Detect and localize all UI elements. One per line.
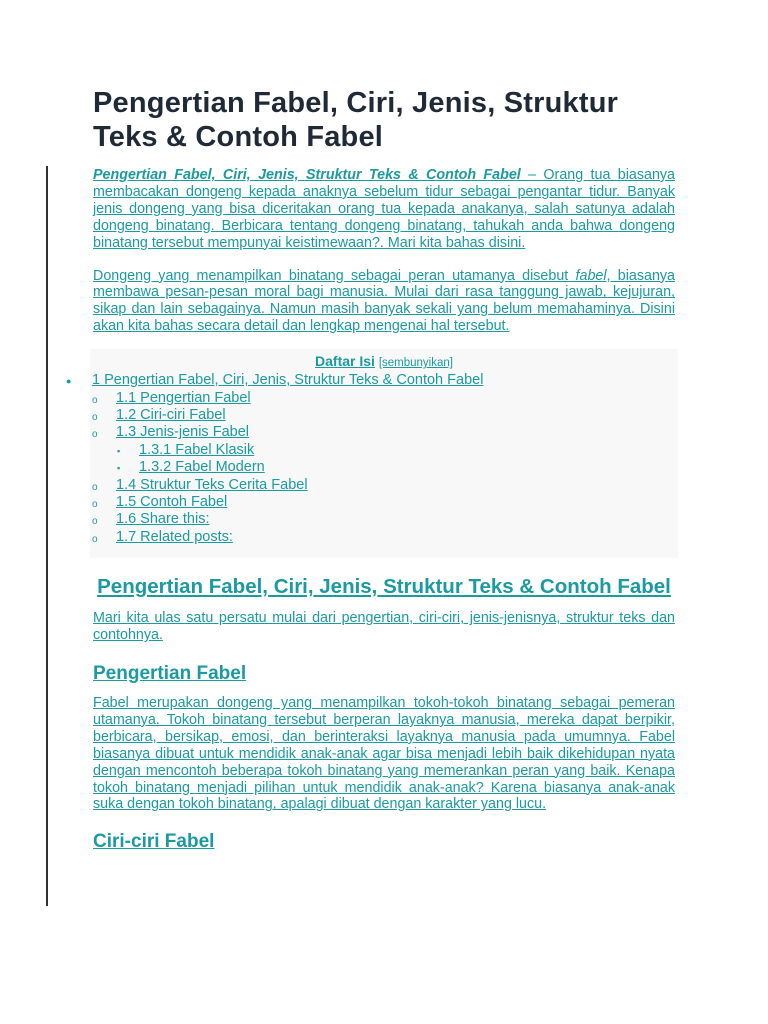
pengertian-paragraph[interactable]: Fabel merupakan dongeng yang menampilkan tokoh-tokoh binatang sebagai pemeran utamanya. Tokoh binatang tersebut berperan layaknya manusia, mereka dapat berpikir, berbicara, bersikap, emosi, dan berinteraksi layaknya manusia pada umumnya. Fabel biasanya dibuat untuk mendidik anak-anak agar bisa menjadi lebih baik dikehidupan nyata dengan mencontoh beberapa tokoh binatang yang memerankan peran yang baik. Kenapa tokoh binatang menjadi pilihan untuk mendidik anak-anak? Karena biasanya anak-anak suka dengan tokoh binatang, apalagi dibuat dengan karakter yang lucu. [93,695,675,813]
intro-paragraph[interactable] [93,167,675,252]
intro-body: – Orang tua biasanya membacakan dongeng kepada anaknya sebelum tidur sebagai pengantar tidur. Banyak jenis dongeng yang bisa diceritakan orang tua kepada anakanya, salah satunya adalah dongeng binatang. Berbicara tentang dongeng binatang, tahukah anda bahwa dongeng binatang tersebut mempunyai keistimewaan?. Mari kita bahas disini. [93,167,675,251]
para2-after: , biasanya membawa pesan-pesan moral bagi manusia. Mulai dari rasa tanggung jawab, kejujuran, sikap dan lain sebagainya. Namun masih banyak sekali yang belum memahaminya. Disini akan kita bahas secara detail dan lengkap mengenai hal tersebut. [93,267,675,335]
circle-bullet-icon: o [92,394,98,406]
toc-item[interactable]: o 1.1 Pengertian Fabel [90,390,678,407]
toc-title: Daftar Isi [315,353,375,370]
intro-lead-link[interactable]: Pengertian Fabel, Ciri, Jenis, Struktur Teks & Contoh Fabel [93,167,521,183]
toc-item[interactable]: ● 1 Pengertian Fabel, Ciri, Jenis, Struktur Teks & Contoh Fabel [90,372,678,389]
toc-item[interactable]: ▪ 1.3.1 Fabel Klasik [90,442,678,459]
toc-item[interactable]: o 1.4 Struktur Teks Cerita Fabel [90,477,678,494]
circle-bullet-icon: o [92,499,98,510]
fabel-term: fabel [575,267,607,284]
toc-item[interactable]: o 1.5 Contoh Fabel [90,494,678,511]
circle-bullet-icon: o [92,516,98,528]
toc-toggle-link[interactable]: [sembunyikan] [378,357,453,370]
disc-bullet-icon: ● [66,376,72,387]
circle-bullet-icon: o [92,533,98,545]
circle-bullet-icon: o [92,481,98,493]
toc-item[interactable]: o 1.7 Related posts: [90,529,678,546]
circle-bullet-icon: o [92,429,98,441]
square-bullet-icon: ▪ [117,463,121,474]
article [66,86,675,854]
toc-item[interactable]: o 1.2 Ciri-ciri Fabel [90,407,678,424]
toc-header [90,353,678,371]
left-margin-rule [46,166,48,906]
toc-item[interactable]: ▪ 1.3.2 Fabel Modern [90,459,678,476]
section-intro-paragraph[interactable]: Mari kita ulas satu persatu mulai dari pengertian, ciri-ciri, jenis-jenisnya, struktur teks dan contohnya. [93,610,675,644]
square-bullet-icon: ▪ [117,445,121,456]
pengertian-heading[interactable]: Pengertian Fabel [93,663,247,685]
page-title: Pengertian Fabel, Ciri, Jenis, Struktur Teks & Contoh Fabel [93,87,619,153]
section-heading[interactable]: Pengertian Fabel, Ciri, Jenis, Struktur Teks & Contoh Fabel [97,575,671,599]
ciri-heading[interactable]: Ciri-ciri Fabel [93,831,215,853]
toc-item[interactable]: o 1.3 Jenis-jenis Fabel [90,424,678,441]
table-of-contents [66,349,678,558]
toc-item[interactable]: o 1.6 Share this: [90,511,678,528]
para2-before: Dongeng yang menampilkan binatang sebagai peran utamanya disebut [93,267,576,284]
circle-bullet-icon: o [92,411,98,423]
fabel-definition-paragraph[interactable] [93,268,675,336]
